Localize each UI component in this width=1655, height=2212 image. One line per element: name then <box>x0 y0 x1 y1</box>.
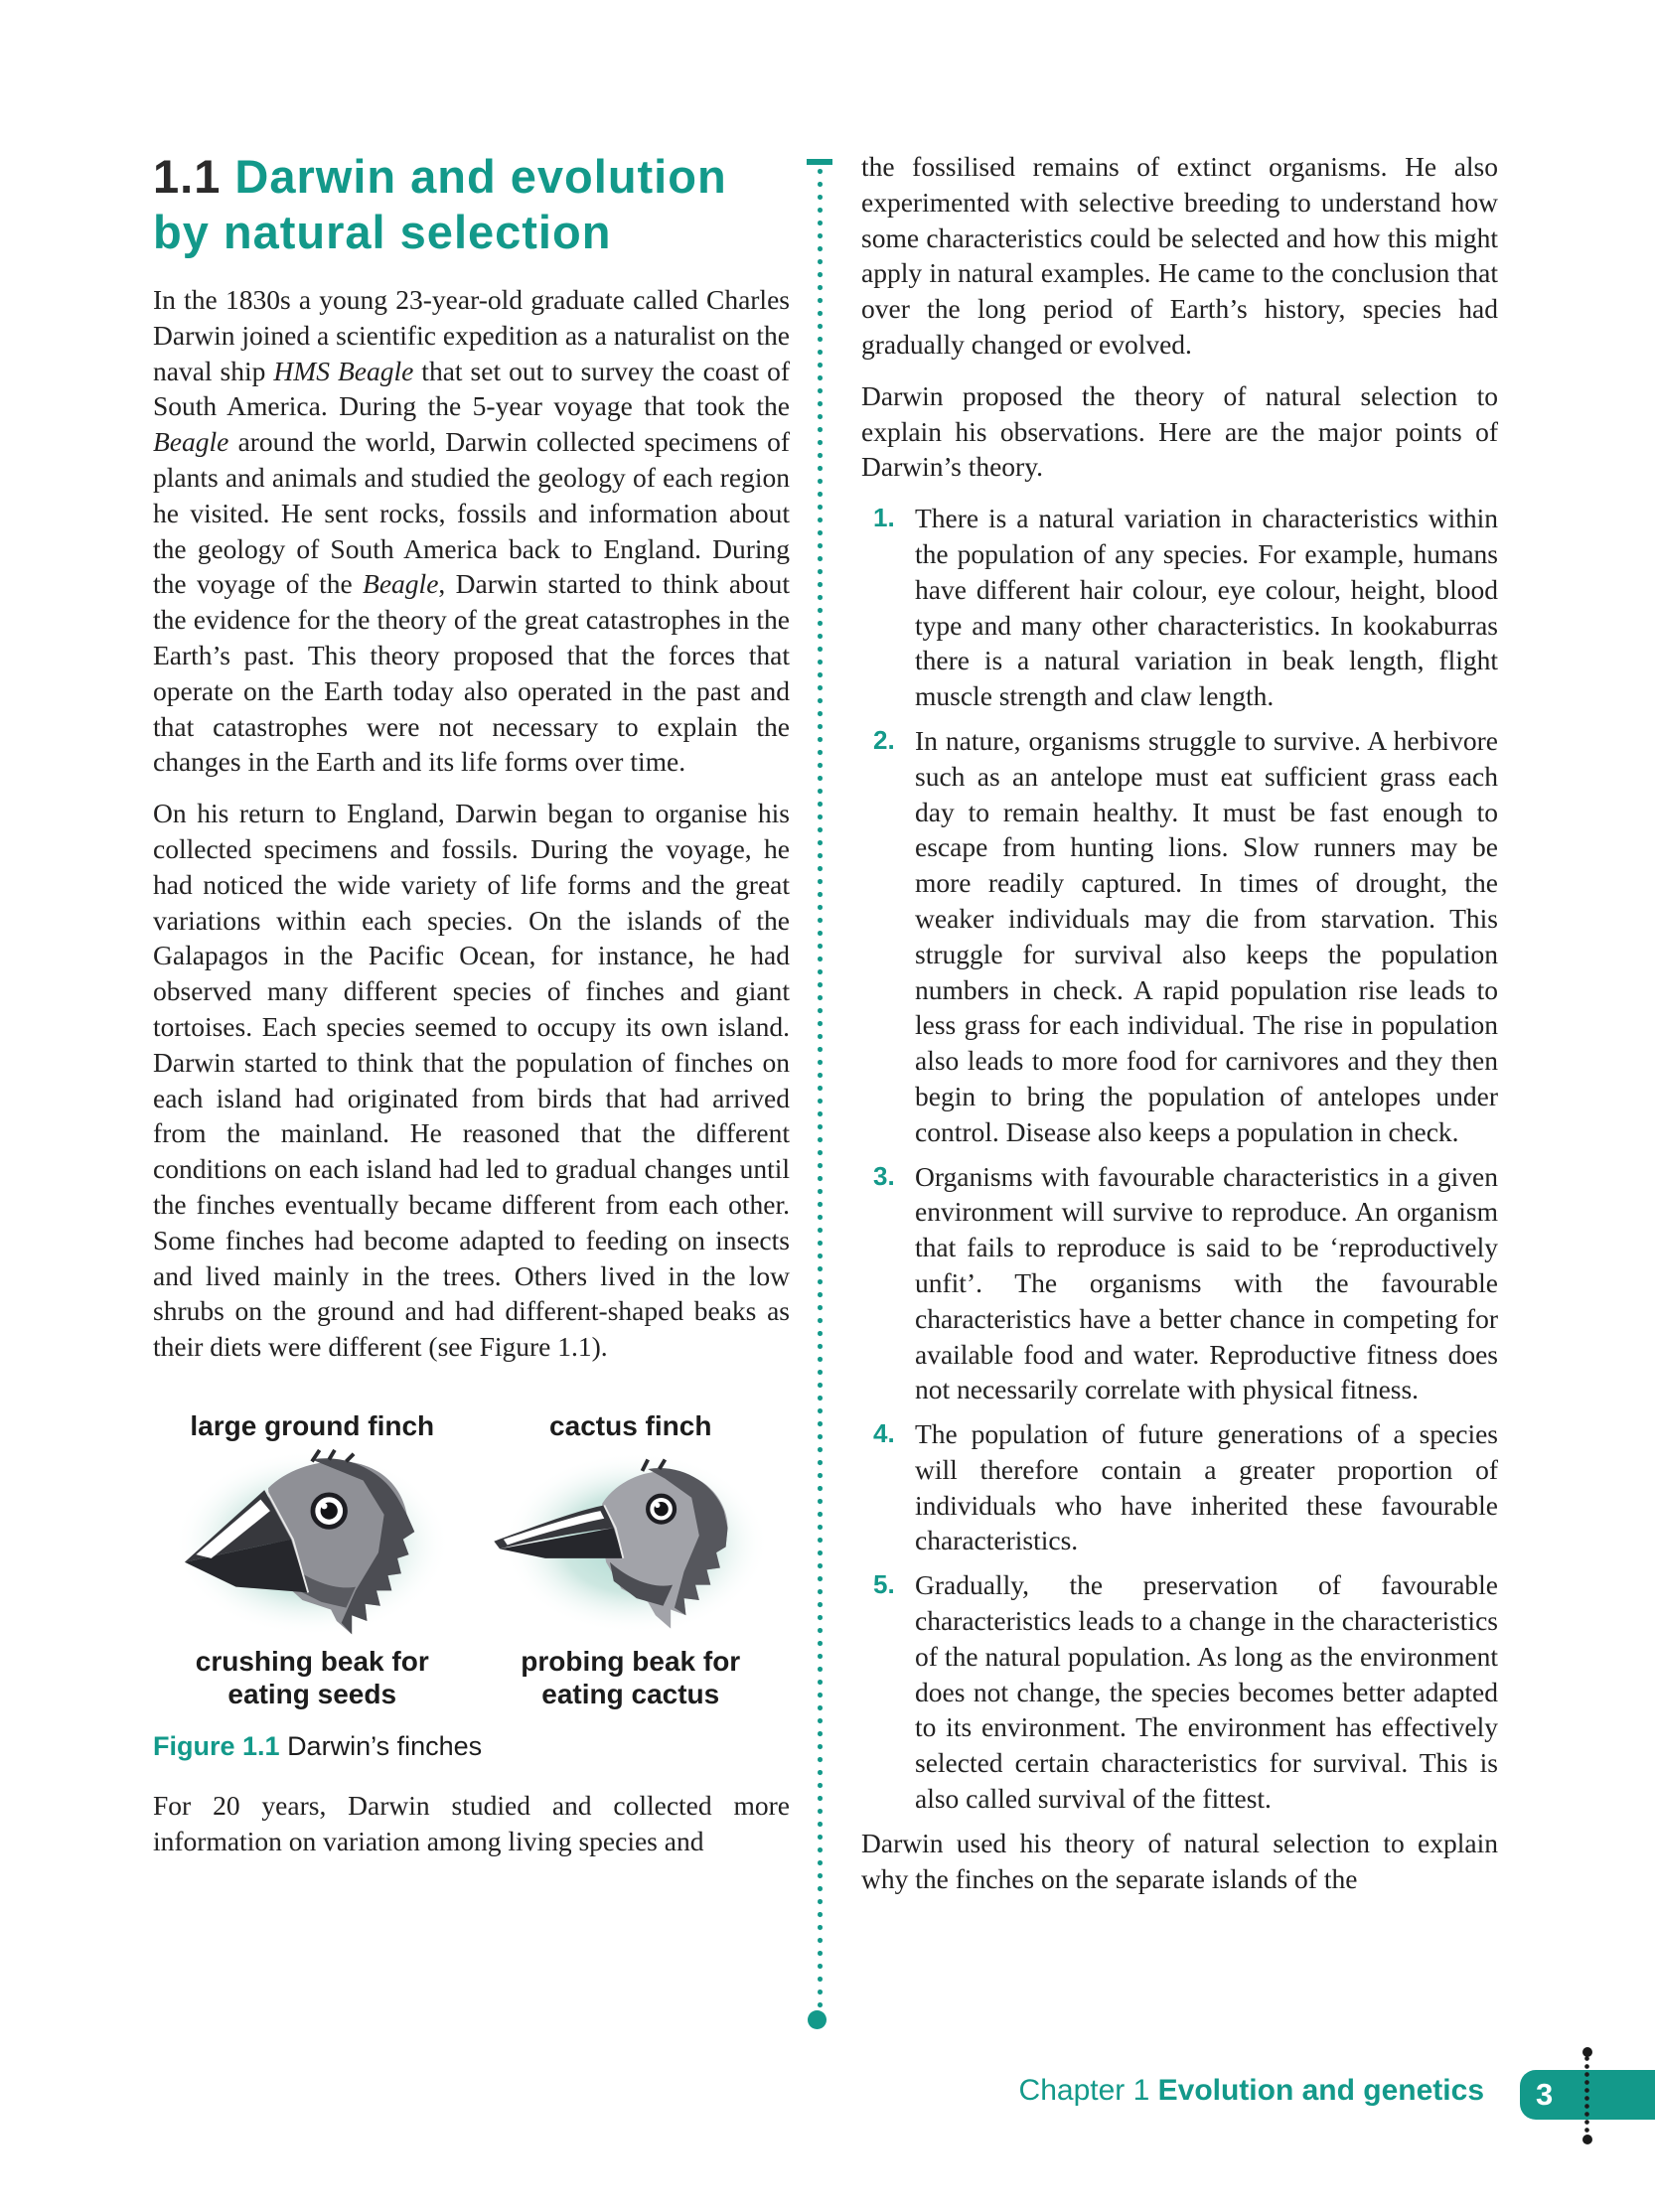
chapter-title: Evolution and genetics <box>1157 2074 1484 2107</box>
finch-caption-line: crushing beak for <box>195 1645 429 1677</box>
body-paragraph: the fossilised remains of extinct organisms. He also experimented with selective breeding to understand how some characteristics could be selected and how this might apply in natural examples. He came to the conclusion that over the long period of Earth’s history, species had gradually changed or evolved. <box>861 151 1498 360</box>
chapter-number: Chapter 1 <box>1018 2074 1158 2107</box>
list-item-number: 2. <box>873 724 895 755</box>
two-column-layout <box>153 149 1498 1912</box>
list-item-text: There is a natural variation in characteristics within the population of any species. For example, humans have different hair colour, eye colour, height, blood type and many other characteristics. In kookaburras there is a natural variation in beak length, flight muscle strength and claw length. <box>915 503 1498 712</box>
finch-label: large ground finch <box>190 1409 435 1441</box>
paragraph-text: around the world, Darwin collected specimens of plants and animals and studied the geology of each region he visited. He sent rocks, fossils and information about the geology of South America back to England. During the voyage of the <box>153 426 790 600</box>
figure-caption <box>153 1730 790 1762</box>
page-number: 3 <box>1536 2077 1554 2112</box>
finch-caption <box>521 1645 740 1710</box>
running-footer <box>1019 2074 1484 2108</box>
list-item-number: 3. <box>873 1160 895 1191</box>
section-title: Darwin and evolution by natural selection <box>153 150 727 258</box>
list-item-text: Organisms with favourable characteristics in a given environment will survive to reproduce. An organism that fails to reproduce is said to be ‘reproductively unfit’. The organisms with the favourable characteristics have a better chance in competing for available food and water. Reproductive fitness does not necessarily correlate with physical fitness. <box>915 1160 1498 1405</box>
list-item-number: 5. <box>873 1569 895 1600</box>
large-ground-finch-illustration <box>168 1448 456 1643</box>
list-item-text: The population of future generations of a species will therefore contain a greater proportion of individuals who have inherited these favourable characteristics. <box>915 1418 1498 1556</box>
finch-label: cactus finch <box>549 1409 712 1441</box>
paragraph-text: In the 1830s a young 23-year-old graduate called Charles Darwin joined a scientific expedition as a naturalist on the naval ship <box>153 284 790 386</box>
list-item-text: Gradually, the preservation of favourable characteristics leads to a change in the characteristics of the natural population. As long as the environment does not change, the species becomes better adapted to its environment. The environment has effectively selected certain characteristics for survival. This is also called survival of the fittest. <box>915 1569 1498 1815</box>
list-item-number: 1. <box>873 503 895 533</box>
list-item-number: 4. <box>873 1418 895 1449</box>
finch-caption-line: probing beak for <box>521 1645 741 1677</box>
figure-panel-cactus-finch <box>472 1410 791 1710</box>
ship-name-italic: Beagle <box>363 568 439 600</box>
figure-number: Figure 1.1 <box>153 1730 280 1761</box>
paragraph-text: that set out to survey the coast of South America. During the 5-year voyage that took the <box>153 355 790 422</box>
list-item <box>861 1567 1498 1817</box>
ship-name-italic: Beagle <box>153 426 229 458</box>
list-item <box>861 723 1498 1150</box>
finch-caption-line: eating seeds <box>227 1678 397 1709</box>
figure-panels <box>153 1410 790 1710</box>
column-divider-end-dot <box>808 2010 827 2029</box>
finch-caption-line: eating cactus <box>541 1678 720 1709</box>
body-paragraph: For 20 years, Darwin studied and collected more information on variation among living species and <box>153 1789 790 1856</box>
left-column <box>153 149 790 1912</box>
right-column <box>861 149 1498 1912</box>
body-paragraph: Darwin proposed the theory of natural selection to explain his observations. Here are the major points of Darwin’s theory. <box>861 379 1498 483</box>
body-paragraph: On his return to England, Darwin began to organise his collected specimens and fossils. During the voyage, he had noticed the wide variety of life forms and the great variations within each species. On the islands of the Galapagos in the Pacific Ocean, for instance, he had observed many different species of finches and giant tortoises. Each species seemed to occupy its own island. Darwin started to think that the population of finches on each island had originated from birds that had arrived from the mainland. He reasoned that the different conditions on each island had led to gradual changes until the finches eventually became different from each other. Some finches had become adapted to feeding on insects and lived mainly in the trees. Others lived in the low shrubs on the ground and had different-shaped beaks as their diets were different (see Figure 1.1). <box>153 798 790 1363</box>
list-item <box>861 1159 1498 1408</box>
section-number: 1.1 <box>153 150 222 203</box>
list-item <box>861 501 1498 714</box>
paragraph-text: , Darwin started to think about the evidence for the theory of the great catastrophes in the Earth’s past. This theory proposed that the forces that operate on the Earth today also operated in the past and that catastrophes were not necessary to explain the changes in the Earth and its life forms over time. <box>153 568 790 778</box>
section-heading <box>153 149 790 260</box>
figure-caption-text: Darwin’s finches <box>287 1730 483 1761</box>
finch-caption <box>196 1645 429 1710</box>
numbered-list <box>861 501 1498 1817</box>
footer-dotted-line <box>1584 2056 1589 2136</box>
body-paragraph: Darwin used his theory of natural selection to explain why the finches on the separate islands of the <box>861 1827 1498 1894</box>
list-item <box>861 1416 1498 1558</box>
figure-panel-large-ground-finch <box>153 1410 472 1710</box>
body-paragraph <box>153 282 790 780</box>
list-item-text: In nature, organisms struggle to survive. A herbivore such as an antelope must eat sufficient grass each day to remain healthy. It must be fast enough to escape from hunting lions. Slow runners may be more readily captured. In times of drought, the weaker individuals may die from starvation. This struggle for survival also keeps the population numbers in check. A rapid population rise leads to less grass for each individual. The rise in population also leads to more food for carnivores and they then begin to bring the population of antelopes under control. Disease also keeps a population in check. <box>915 724 1498 1147</box>
figure-1-1 <box>153 1410 790 1762</box>
cactus-finch-illustration <box>487 1448 775 1643</box>
ship-name-italic: HMS Beagle <box>273 355 414 386</box>
